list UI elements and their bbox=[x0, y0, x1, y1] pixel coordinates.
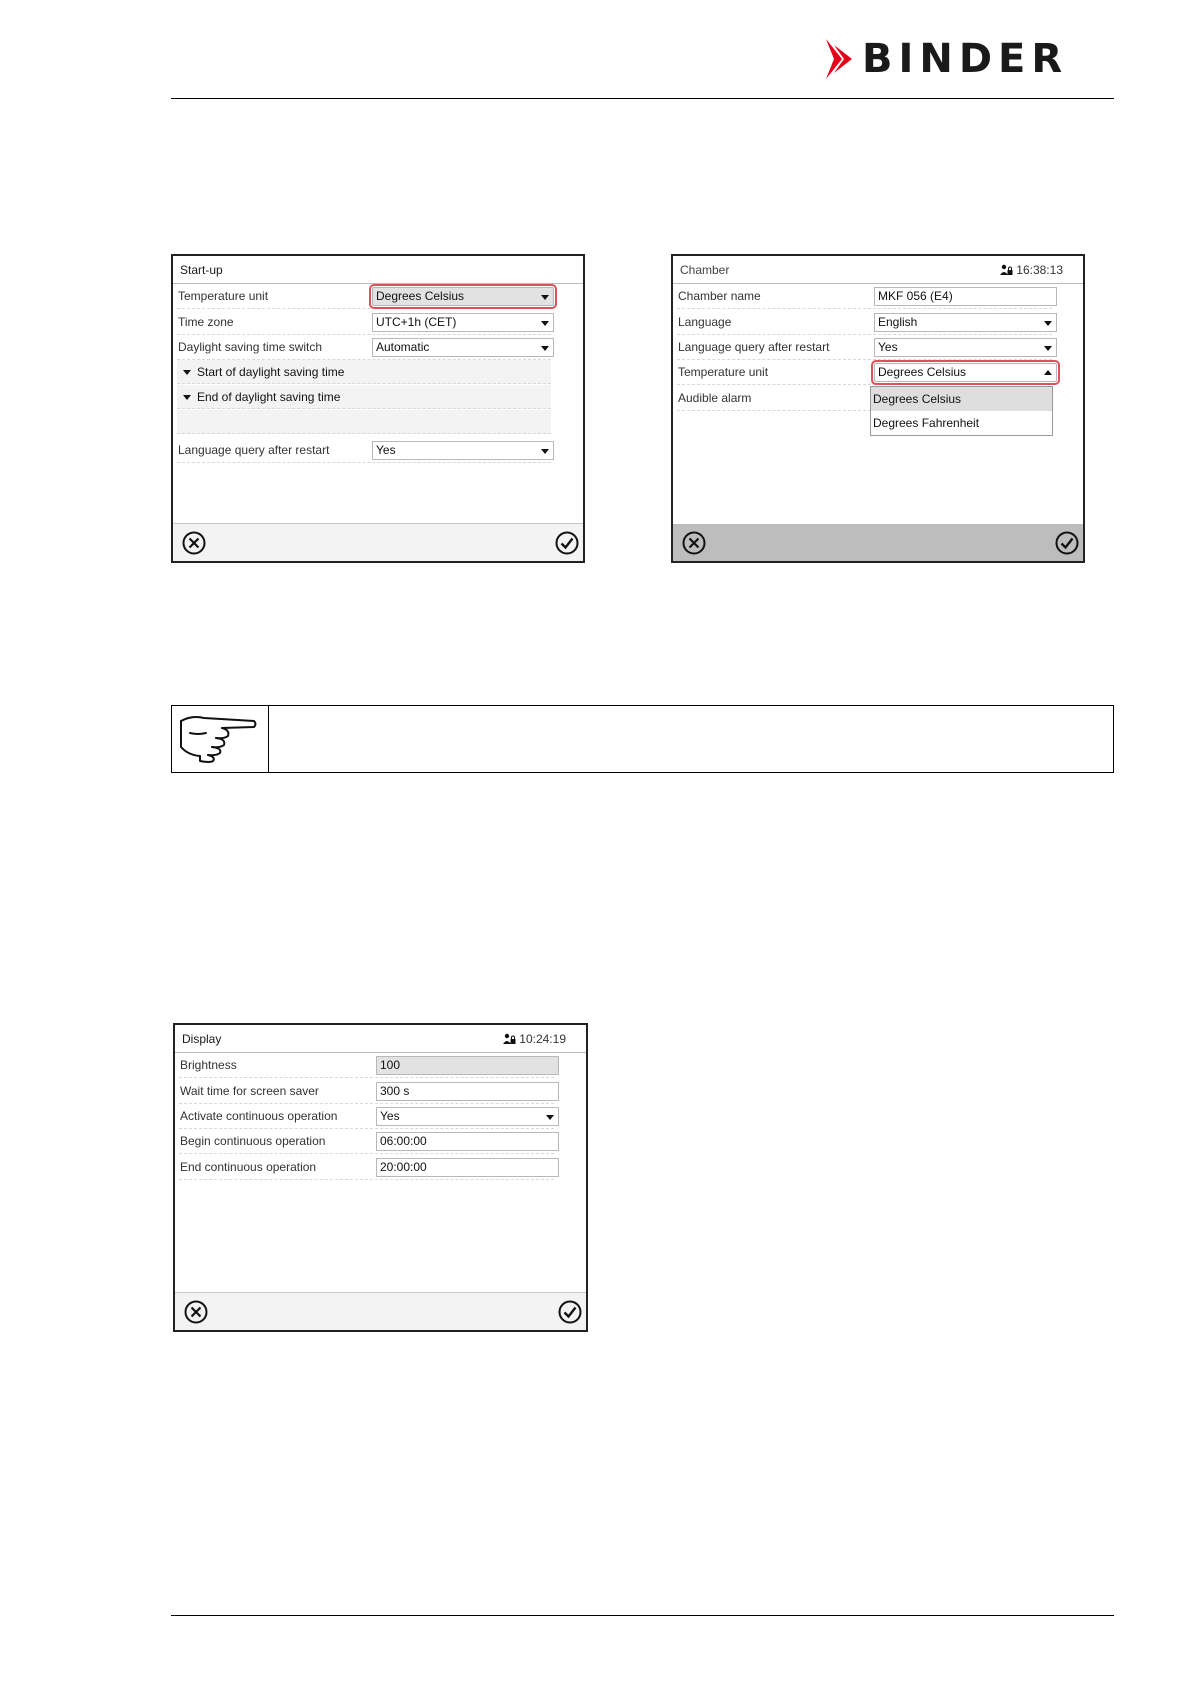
chevron-down-icon bbox=[183, 395, 191, 400]
dropdown-option-fahrenheit[interactable]: Degrees Fahrenheit bbox=[873, 416, 980, 430]
confirm-icon[interactable] bbox=[558, 1300, 582, 1324]
startup-row-language-query bbox=[177, 438, 551, 463]
field-value: Yes bbox=[376, 443, 396, 457]
confirm-icon[interactable] bbox=[1055, 531, 1079, 555]
clock-time: 10:24:19 bbox=[519, 1032, 566, 1046]
footer-rule bbox=[171, 1615, 1114, 1616]
chamber-clock bbox=[1000, 256, 1063, 284]
display-row-brightness bbox=[179, 1053, 554, 1078]
field-value: Degrees Celsius bbox=[376, 289, 465, 303]
field-value: English bbox=[878, 315, 918, 329]
startup-row-temperature-unit bbox=[177, 284, 551, 309]
language-select[interactable] bbox=[874, 313, 1057, 332]
chevron-up-icon bbox=[1044, 370, 1052, 375]
cancel-icon[interactable] bbox=[182, 531, 206, 555]
row-label: Temperature unit bbox=[178, 289, 269, 303]
row-label: Audible alarm bbox=[678, 391, 752, 405]
temperature-unit-select[interactable] bbox=[372, 287, 554, 306]
chevron-down-icon bbox=[541, 346, 549, 351]
chamber-row-language bbox=[677, 310, 1052, 335]
field-value: 100 bbox=[380, 1058, 401, 1072]
row-label: Brightness bbox=[180, 1058, 237, 1072]
binder-logo bbox=[826, 38, 1068, 80]
chevron-down-icon bbox=[1044, 321, 1052, 326]
display-row-continuous-operation bbox=[179, 1104, 554, 1129]
display-clock bbox=[503, 1025, 566, 1053]
chamber-name-input[interactable] bbox=[874, 287, 1057, 306]
user-lock-icon bbox=[503, 1033, 516, 1045]
field-value: 06:00:00 bbox=[380, 1134, 427, 1148]
binder-logo-arrow-icon bbox=[826, 39, 852, 79]
cancel-icon[interactable] bbox=[682, 531, 706, 555]
chevron-down-icon bbox=[546, 1115, 554, 1120]
empty-subrow bbox=[177, 410, 551, 434]
row-label: Begin continuous operation bbox=[180, 1134, 326, 1148]
row-label: Language query after restart bbox=[678, 340, 830, 354]
display-row-begin bbox=[179, 1129, 554, 1154]
note-divider bbox=[268, 706, 269, 772]
start-dst-expander[interactable] bbox=[177, 360, 551, 384]
temperature-unit-dropdown bbox=[870, 386, 1053, 436]
dropdown-option-celsius[interactable]: Degrees Celsius bbox=[871, 387, 1052, 411]
chamber-row-temperature-unit bbox=[677, 360, 1052, 385]
startup-title: Start-up bbox=[173, 256, 583, 284]
chamber-panel bbox=[671, 254, 1085, 563]
chamber-footer bbox=[673, 524, 1083, 561]
display-row-end bbox=[179, 1155, 554, 1180]
startup-row-dst-switch bbox=[177, 335, 551, 360]
display-panel bbox=[173, 1023, 588, 1332]
chamber-temperature-unit-select[interactable] bbox=[874, 363, 1057, 382]
chevron-down-icon bbox=[541, 449, 549, 454]
row-label: Activate continuous operation bbox=[180, 1109, 338, 1123]
header-rule bbox=[171, 98, 1114, 99]
startup-footer bbox=[173, 523, 583, 561]
brightness-input[interactable] bbox=[376, 1056, 559, 1075]
chamber-row-language-query bbox=[677, 335, 1052, 360]
clock-time: 16:38:13 bbox=[1016, 263, 1063, 277]
row-label: Start of daylight saving time bbox=[197, 365, 345, 379]
row-label: Language query after restart bbox=[178, 443, 330, 457]
cancel-icon[interactable] bbox=[184, 1300, 208, 1324]
user-lock-icon bbox=[1000, 264, 1013, 276]
row-label: Daylight saving time switch bbox=[178, 340, 323, 354]
row-label: Chamber name bbox=[678, 289, 761, 303]
continuous-operation-select[interactable] bbox=[376, 1107, 559, 1126]
field-value: Yes bbox=[878, 340, 898, 354]
startup-row-time-zone bbox=[177, 310, 551, 335]
begin-time-input[interactable] bbox=[376, 1132, 559, 1151]
chamber-language-query-select[interactable] bbox=[874, 338, 1057, 357]
confirm-icon[interactable] bbox=[555, 531, 579, 555]
dst-switch-select[interactable] bbox=[372, 338, 554, 357]
row-label: Wait time for screen saver bbox=[180, 1084, 319, 1098]
time-zone-select[interactable] bbox=[372, 313, 554, 332]
field-value: Automatic bbox=[376, 340, 430, 354]
field-value: UTC+1h (CET) bbox=[376, 315, 457, 329]
chevron-down-icon bbox=[541, 321, 549, 326]
field-value: Yes bbox=[380, 1109, 400, 1123]
row-label: Time zone bbox=[178, 315, 234, 329]
field-value: 300 s bbox=[380, 1084, 410, 1098]
display-title: Display bbox=[175, 1025, 586, 1053]
row-label: End of daylight saving time bbox=[197, 390, 341, 404]
chamber-row-name bbox=[677, 284, 1052, 309]
screen-saver-input[interactable] bbox=[376, 1082, 559, 1101]
chevron-down-icon bbox=[1044, 346, 1052, 351]
display-row-screen-saver bbox=[179, 1079, 554, 1104]
startup-panel bbox=[171, 254, 585, 563]
end-dst-expander[interactable] bbox=[177, 385, 551, 409]
row-label: End continuous operation bbox=[180, 1160, 317, 1174]
field-value: 20:00:00 bbox=[380, 1160, 427, 1174]
pointing-hand-icon bbox=[178, 711, 258, 765]
row-label: Temperature unit bbox=[678, 365, 769, 379]
language-query-select[interactable] bbox=[372, 441, 554, 460]
note-box bbox=[171, 705, 1114, 773]
field-value: MKF 056 (E4) bbox=[878, 289, 953, 303]
chevron-down-icon bbox=[541, 295, 549, 300]
row-label: Language bbox=[678, 315, 732, 329]
binder-logo-text: BINDER bbox=[862, 36, 1069, 82]
chevron-down-icon bbox=[183, 370, 191, 375]
display-footer bbox=[175, 1292, 586, 1330]
field-value: Degrees Celsius bbox=[878, 365, 967, 379]
chamber-title: Chamber bbox=[673, 256, 1083, 284]
end-time-input[interactable] bbox=[376, 1158, 559, 1177]
